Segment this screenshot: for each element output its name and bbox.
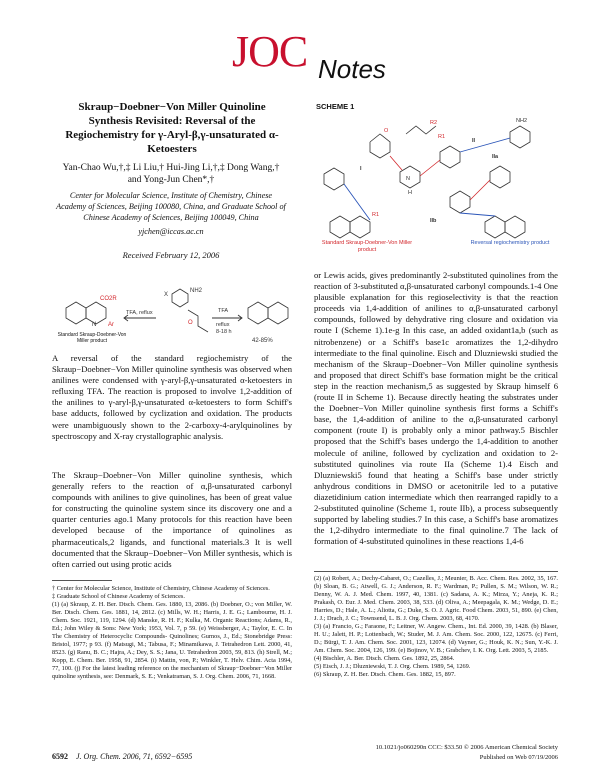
toc-label-x: X: [164, 292, 169, 298]
toc-label-tfa-right: TFA: [218, 308, 229, 314]
footnotes-left: [52, 585, 292, 681]
footnote-affil-2: ‡ Graduate School of Chinese Academy of Sciences.: [52, 593, 185, 600]
reference-6: (6) Skraup, Z. H. Ber. Dtsch. Chem. Ges. 1882, 15, 897.: [314, 671, 456, 678]
footnotes-right: [314, 575, 558, 679]
toc-label-o: O: [188, 320, 193, 326]
scheme-label-o: O: [384, 128, 389, 134]
toc-label-co2r-left: CO2R: [100, 296, 117, 302]
page-number: 6592: [52, 752, 68, 761]
published-date: Published on Web 07/19/2006: [479, 754, 558, 761]
scheme-label-r1-product: R1: [372, 212, 380, 218]
scheme-1-svg: [310, 112, 560, 262]
toc-label-time: 8-18 h: [216, 329, 232, 335]
reference-5: (5) Eisch, J. J.; Dluzniewski, T. J. Org. Chem. 1989, 54, 1269.: [314, 663, 471, 670]
footnote-rule-right: [314, 571, 558, 572]
reference-4: (4) Bischler, A. Ber. Dtsch. Chem. Ges. 1892, 25, 2864.: [314, 655, 455, 662]
abstract: A reversal of the standard regiochemistry of the Skraup−Doebner−Von Miller quinoline synthesis was observed when anilines were condensed with γ-aryl-β,γ-unsaturated α-ketoesters in refluxing TFA. The reaction is proposed to involve 1,2-addition of the anilines to γ-aryl-β,γ-unsaturated α-ketoesters to form Schiff's base adducts, followed by cyclization and oxidation. The products were unambiguously shown to the 2-carboxy-4-arylquinolines by spectroscopy and X-ray crystallographic analysis.: [52, 353, 292, 441]
affiliation: Center for Molecular Science, Institute of Chemistry, Chinese Academy of Sciences, Beijing 100080, China, and Graduate School of Chinese Academy of Sciences, Beijing 100049, China: [56, 191, 286, 222]
body-text-left: The Skraup−Doebner−Von Miller quinoline synthesis, which generally refers to the reaction of α,β-unsaturated carbonyl compounds with anilines to give quinolines, has been of great value for constructing the quinoline system since its discovery one and a quarter centuries ago.1 Many protocols for this reaction have been developed because of the importance of quinolines as pharmaceuticals,2 ligands, and functional materials.3 It is well documented that the Skraup−Doebner−Von Miller synthesis, which is often carried out using protic acids: [52, 470, 292, 569]
journal-logo: [232, 26, 386, 84]
toc-label-n-left: N: [92, 322, 97, 328]
toc-graphic: [52, 282, 302, 353]
toc-label-yield: 42-85%: [252, 338, 273, 344]
received-date: Received February 12, 2006: [122, 250, 220, 260]
logo-notes: Notes: [318, 54, 386, 84]
scheme-label-nh2: NH2: [516, 118, 528, 124]
scheme-label-r1: R1: [438, 134, 446, 140]
scheme-label-route-iia: IIa: [492, 154, 499, 160]
scheme-label-r2: R2: [430, 120, 438, 126]
scheme-label: SCHEME 1: [316, 102, 355, 111]
doi-line: 10.1021/jo060290n CCC: $33.50 © 2006 American Chemical Society: [375, 744, 558, 751]
scheme-1-graphic: [310, 112, 560, 267]
footnote-rule-left: [52, 580, 112, 581]
scheme-caption-reversal: Reversal regiochemistry product: [470, 240, 550, 246]
toc-graphic-svg: [52, 282, 302, 348]
corresponding-email[interactable]: yjchen@iccas.ac.cn: [138, 227, 204, 236]
body-text-right: or Lewis acids, gives predominantly 2-substituted quinolines from the reaction of 3-substituted α,β-unsaturated carbonyl compounds.1-4 One plausible explanation for this regioselectivity is that the reaction proceeds via 1,4-addition of anilines to α,β-unsaturated carbonyl compounds, followed by dehydrative ring closure and oxidation via route I (Scheme 1).1e-g In this case, an added oxidant1a,b (such as nitrobenzene) or a Schiff's base1c aromatizes the 1,2-dihydro intermediate to the final quinoline. Eisch and Dluzniewski studied the mechanism of the Skraup−Doebner−Von Miller quinoline synthesis and proposed that direct Schiff's base formation might be the critical step in the reaction mechanism,5 as suggested by Skraup himself 6 (route II in Scheme 1). Because directly heating the substrates under the Doebner−Von Miller quinoline synthesis first forms a Schiff's base, the 1,4-addition of aniline to the α,β-unsaturated carbonyl component (route I) is probably only a minor pathway.5 Bischler proposed that the Schiff's bases undergo the 1,4-addition to another molecule of aniline, followed by cyclization and oxidation to 2-substituted quinolines via route IIa (Scheme 1).4 Eisch and Dluzniewski5 found that heating a Schiff's base under strictly anhydrous conditions in DMSO or acetonitrile led to a putative diazetidinium cation intermediate which then rearranged rapidly to a 2-substituted quinoline (Scheme 1, route IIb), a process subsequently supported by labeling studies.7 In this case, a Schiff's base aromatizes the 1,2-dihydro intermediate to the final quinoline.7 The lack of formation of 4-substituted quinolines in these reactions 1,4-6: [314, 270, 558, 547]
reference-1: (1) (a) Skraup, Z. H. Ber. Dtsch. Chem. Ges. 1880, 13, 2086. (b) Doebner, O.; von Miller, W. Ber. Dtsch. Chem. Ges. 1881, 14, 2812. (c) Mills, W. H.; Harris, J. E. G.; Lambourne, H. J. Chem. Soc. 1921, 119, 1294. (d) Manske, R. H. F.; Kulka, M. Organic Reactions; Adams, R., Ed.; John Wiley & Sons: New York; 1953, Vol. 7, p 59. (e) Weissberger, A.; Taylor, E. C. In The Chemistry of Heterocyclic Compounds- Quinolines; Gurnos, J., Ed.; Stonebridge Press: Bristol, 1977; p 93. (f) Matsugi, M.; Tabusa, F.; Minamikawa, J. Tetrahedron Lett. 2000, 41, 8523. (g) Ranu, B. C.; Hajra, A.; Dey, S. S.; Jana, U. Tetrahedron 2003, 59, 813. (h) Strell, M.; Kopp, E. Chem. Ber. 1958, 91, 2854. (i) Mattin, von, P.; Winkler, T. Helv. Chim. Acta 1994, 77, 100. (j) For the latest leading reference on the mechanism of Skraup−Doebner−Von Miller quinoline synthesis, see: Denmark, S. E.; Venkatraman, S. J. Org. Chem. 2006, 71, 1668.: [52, 601, 292, 680]
footnote-affil-1: † Center for Molecular Science, Institute of Chemistry, Chinese Academy of Sciences.: [52, 585, 270, 592]
reference-3: (3) (a) Francio, G.; Faraone, F.; Leitner, W. Angew. Chem., Int. Ed. 2000, 39, 1428. (b) Blaser, H. U.; Jalett, H. P.; Lottenbach, W.; Studer, M. J. Am. Chem. Soc. 2000, 122, 12675. (c) Ferri, D.; Bürgi, T. J. Am. Chem. Soc. 2001, 123, 12074. (d) Vayner, G.; Houk, K. N.; Sun, Y.-K. J. Am. Chem. Soc. 2004, 126, 199. (e) Bojinov, V. B.; Grabchev, I. K. Org. Lett. 2003, 5, 2185.: [314, 623, 558, 654]
author-list: Yan-Chao Wu,†,‡ Li Liu,† Hui-Jing Li,†,‡ Dong Wang,† and Yong-Jun Chen*,†: [62, 163, 280, 185]
scheme-label-n: N: [406, 176, 410, 182]
scheme-label-h: H: [408, 190, 412, 196]
scheme-label-route-ii: II: [472, 138, 476, 144]
toc-label-tfa-left: TFA, reflux: [126, 310, 153, 316]
scheme-caption-standard: Standard Skraup-Doebner-Von Miller product: [321, 240, 413, 253]
reference-2: (2) (a) Robert, A.; Dechy-Cabaret, O.; Cazelles, J.; Meunier, B. Acc. Chem. Res. 2002, 35, 167. (b) Sloan, B. G.; Atwell, G. J.; Anderson, R. F.; Wardman, P.; Pullen, S. M.; Wilson, W. R.; Denny, W. A. J. Med. Chem. 1997, 40, 1381. (c) Sadana, A. K.; Mirza, Y.; Aneja, K. R.; Prakash, O. Eur. J. Med. Chem. 2003, 38, 533. (d) Oliva, A.; Meepagala, K. M.; Wedge, D. E.; Harries, D.; Hale, A. L.; Aliotta, G.; Duke, S. O. J. Agric. Food Chem. 2003, 51, 890. (e) Chen, J. J.; Drach, J. C.; Townsend, L. B. J. Org. Chem. 2003, 68, 4170.: [314, 575, 558, 622]
article-title: Skraup−Doebner−Von Miller Quinoline Synthesis Revisited: Reversal of the Regiochemistry for γ-Aryl-β,γ-unsaturated α-Ketoesters: [65, 101, 279, 155]
toc-label-nh2: NH2: [190, 288, 203, 294]
toc-caption-standard: Standard Skraup-Doebner-Von Miller product: [57, 332, 127, 344]
toc-label-ar-left: Ar: [108, 322, 114, 328]
journal-citation: J. Org. Chem. 2006, 71, 6592−6595: [76, 752, 193, 761]
logo-joc: JOC: [232, 27, 308, 76]
scheme-label-route-i: I: [360, 166, 362, 172]
scheme-label-route-iib: IIb: [430, 218, 437, 224]
toc-label-reflux: reflux: [216, 322, 230, 328]
